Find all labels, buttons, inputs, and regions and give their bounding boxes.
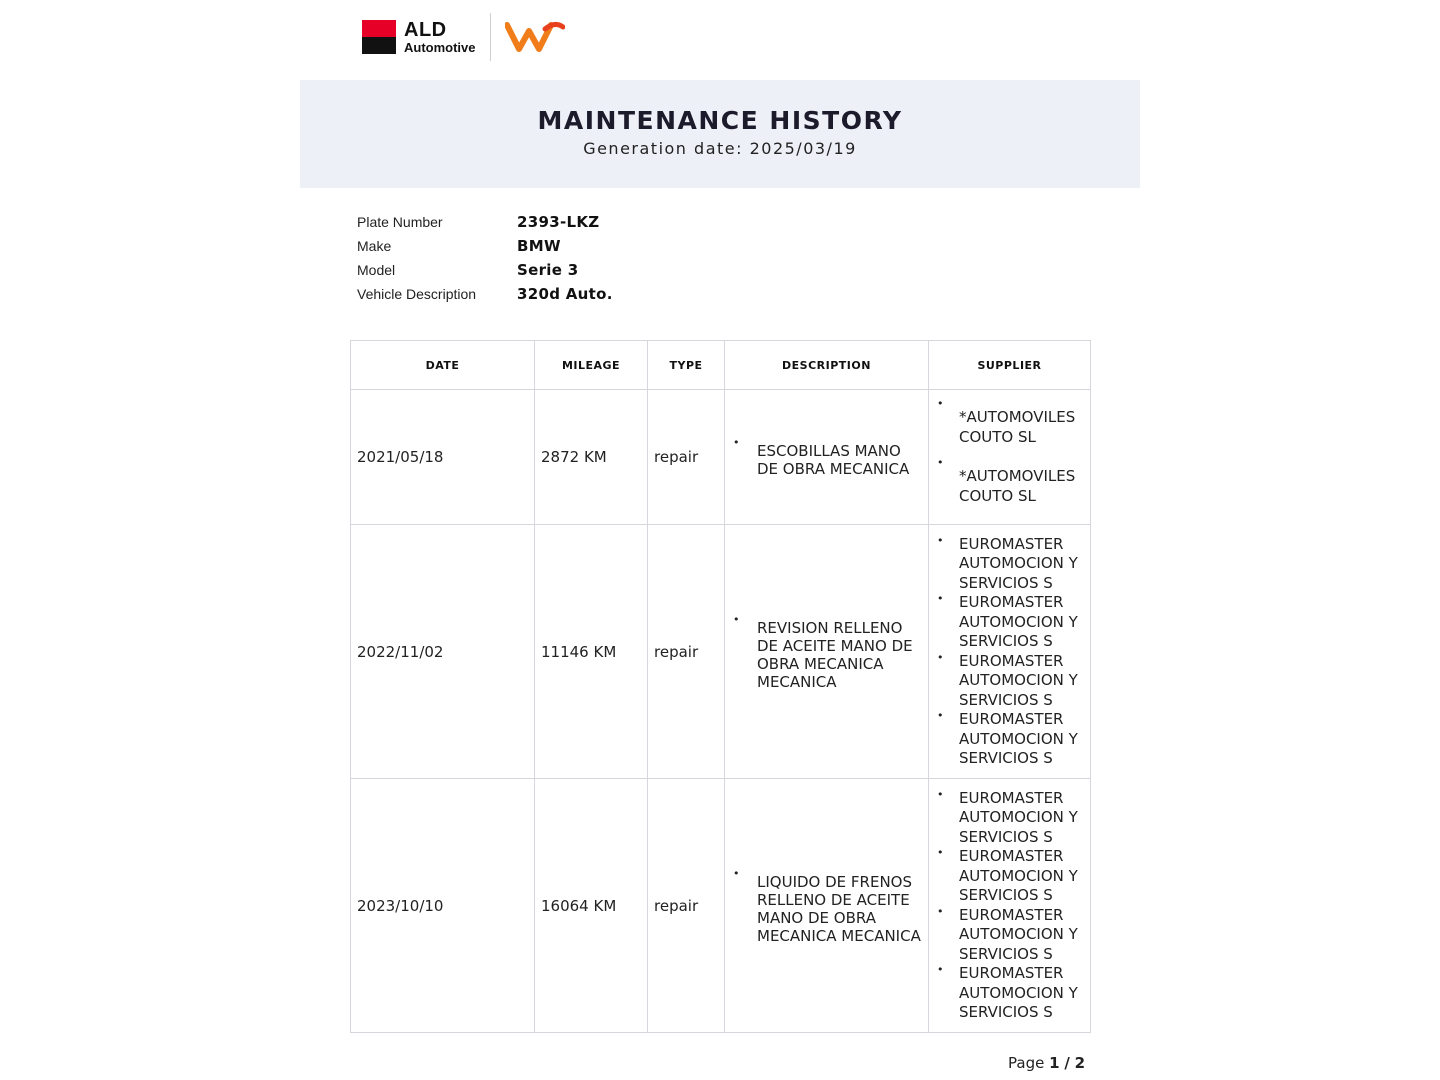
column-header-supplier: SUPPLIER (929, 341, 1091, 390)
cell-date: 2023/10/10 (351, 779, 535, 1033)
table-header-row (351, 341, 1091, 390)
cell-type: repair (648, 779, 725, 1033)
model-value: Serie 3 (517, 261, 579, 279)
column-header-date: DATE (351, 341, 535, 390)
supplier-item: • EUROMASTER AUTOMOCION Y SERVICIOS S (935, 652, 1084, 711)
table-row (351, 525, 1091, 779)
w-logo-icon (505, 19, 565, 55)
vehicle-info-row (357, 258, 613, 282)
cell-supplier (929, 779, 1091, 1033)
page-title: MAINTENANCE HISTORY (537, 106, 903, 135)
page-current: 1 (1049, 1054, 1060, 1072)
ald-logo-title: ALD (404, 19, 447, 41)
supplier-item: • *AUTOMOVILES COUTO SL (935, 457, 1084, 506)
page-total: 2 (1074, 1054, 1086, 1072)
cell-mileage: 2872 KM (535, 390, 648, 525)
table-row (351, 779, 1091, 1033)
vehicle-info (357, 210, 613, 306)
cell-supplier (929, 390, 1091, 525)
vehicle-info-row (357, 282, 613, 306)
vehicle-description-value: 320d Auto. (517, 285, 613, 303)
page-separator: / (1064, 1054, 1070, 1072)
vehicle-info-row (357, 234, 613, 258)
description-item: • REVISION RELLENO DE ACEITE MANO DE OBRA MECANICA MECANICA (731, 613, 922, 691)
cell-mileage: 16064 KM (535, 779, 648, 1033)
supplier-item: • EUROMASTER AUTOMOCION Y SERVICIOS S (935, 964, 1084, 1023)
ald-logo-mark (362, 20, 396, 54)
maintenance-table (350, 340, 1091, 1033)
model-label: Model (357, 262, 396, 278)
cell-type: repair (648, 525, 725, 779)
description-item: • ESCOBILLAS MANO DE OBRA MECANICA (731, 436, 922, 478)
supplier-item: • EUROMASTER AUTOMOCION Y SERVICIOS S (935, 535, 1084, 594)
make-value: BMW (517, 237, 561, 255)
page-label: Page (1008, 1054, 1045, 1072)
column-header-mileage: MILEAGE (535, 341, 648, 390)
cell-description (725, 779, 929, 1033)
plate-number-label: Plate Number (357, 214, 443, 230)
column-header-type: TYPE (648, 341, 725, 390)
supplier-item: • EUROMASTER AUTOMOCION Y SERVICIOS S (935, 789, 1084, 848)
cell-description (725, 390, 929, 525)
make-label: Make (357, 238, 392, 254)
table-row (351, 390, 1091, 525)
supplier-item: • EUROMASTER AUTOMOCION Y SERVICIOS S (935, 847, 1084, 906)
title-banner (300, 80, 1140, 188)
description-item: • LIQUIDO DE FRENOS RELLENO DE ACEITE MANO DE OBRA MECANICA MECANICA (731, 867, 922, 945)
logo-divider (490, 13, 491, 61)
cell-supplier (929, 525, 1091, 779)
cell-type: repair (648, 390, 725, 525)
cell-date: 2021/05/18 (351, 390, 535, 525)
cell-mileage: 11146 KM (535, 525, 648, 779)
generation-date: Generation date: 2025/03/19 (583, 139, 857, 158)
supplier-item: • EUROMASTER AUTOMOCION Y SERVICIOS S (935, 906, 1084, 965)
supplier-item: • EUROMASTER AUTOMOCION Y SERVICIOS S (935, 710, 1084, 769)
ald-logo-subtitle: Automotive (404, 40, 476, 55)
vehicle-info-row (357, 210, 613, 234)
plate-number-value: 2393-LKZ (517, 213, 600, 231)
supplier-item: • EUROMASTER AUTOMOCION Y SERVICIOS S (935, 593, 1084, 652)
cell-date: 2022/11/02 (351, 525, 535, 779)
supplier-item: • *AUTOMOVILES COUTO SL (935, 398, 1084, 447)
column-header-description: DESCRIPTION (725, 341, 929, 390)
logo-bar (362, 12, 565, 62)
cell-description (725, 525, 929, 779)
page-number (1008, 1054, 1085, 1072)
ald-logo-text (404, 20, 476, 54)
vehicle-description-label: Vehicle Description (357, 286, 477, 302)
